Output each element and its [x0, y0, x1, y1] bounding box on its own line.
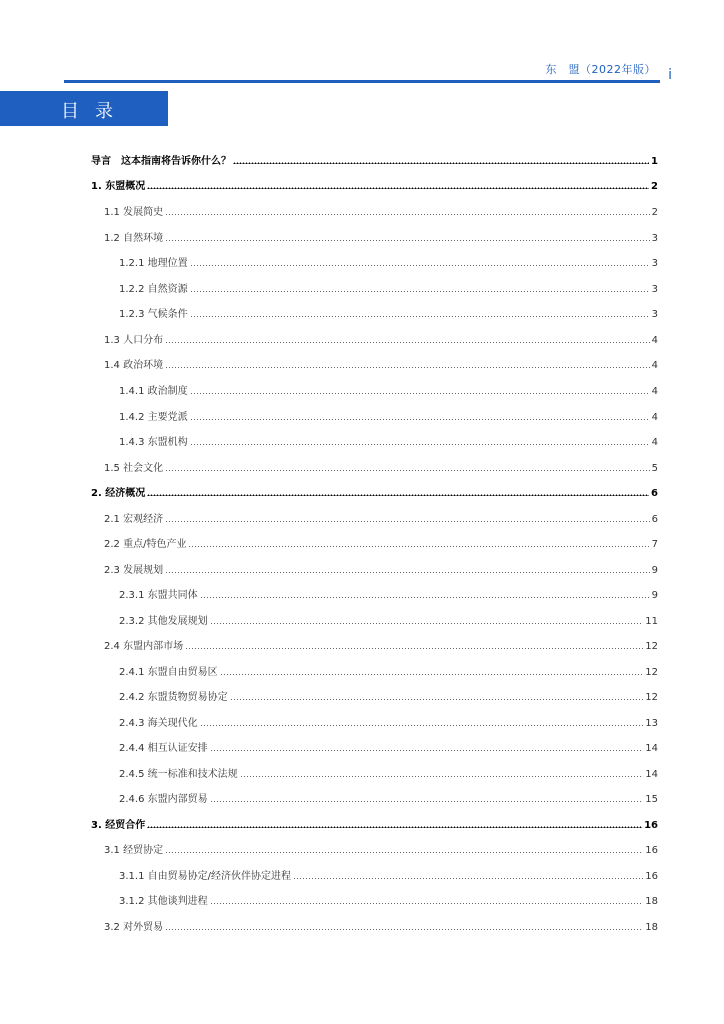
- toc-entry-label: 1.5 社会文化: [104, 463, 164, 474]
- toc-leader: [165, 205, 650, 215]
- toc-leader: [190, 307, 650, 317]
- toc-entry-page: 2: [651, 181, 658, 192]
- toc-entry-label: 2. 经济概况: [91, 488, 146, 499]
- toc-entry-page: 9: [651, 565, 658, 576]
- toc-entry[interactable]: [91, 177, 658, 193]
- toc-entry-label: 3. 经贸合作: [91, 820, 146, 831]
- toc-leader: [210, 614, 644, 624]
- toc-entry-label: 2.4.3 海关现代化: [119, 718, 198, 729]
- toc-entry-page: 3: [651, 309, 658, 320]
- toc-entry-page: 3: [651, 233, 658, 244]
- toc-entry-page: 12: [645, 641, 658, 652]
- toc-leader: [165, 231, 650, 241]
- toc-leader: [210, 792, 644, 802]
- toc-entry-page: 4: [651, 412, 658, 423]
- toc-entry-page: 18: [645, 896, 658, 907]
- toc-leader: [185, 639, 643, 649]
- toc-entry[interactable]: [104, 459, 658, 475]
- toc-entry[interactable]: [119, 280, 658, 296]
- toc-entry[interactable]: [104, 229, 658, 245]
- toc-entry[interactable]: [119, 254, 658, 270]
- toc-entry-page: 5: [651, 463, 658, 474]
- toc-entry[interactable]: [119, 612, 658, 628]
- toc-title: 目录: [61, 101, 129, 122]
- toc-entry-label: 3.1.1 自由贸易协定/经济伙伴协定进程: [119, 871, 291, 882]
- toc-entry[interactable]: [119, 433, 658, 449]
- toc-leader: [165, 461, 650, 471]
- toc-entry[interactable]: [104, 203, 658, 219]
- toc-entry-page: 2: [651, 207, 658, 218]
- toc-leader: [210, 894, 644, 904]
- toc-entry[interactable]: [104, 637, 658, 653]
- toc-leader: [200, 716, 644, 726]
- toc-leader: [165, 333, 650, 343]
- toc-entry[interactable]: [104, 841, 658, 857]
- page-number: i: [668, 67, 672, 83]
- toc-entry[interactable]: [104, 510, 658, 526]
- toc-leader: [240, 767, 644, 777]
- toc-entry-page: 12: [645, 692, 658, 703]
- toc-leader: [165, 512, 650, 522]
- toc-entry-label: 2.4 东盟内部市场: [104, 641, 184, 652]
- toc-leader: [147, 179, 649, 189]
- toc-entry-label: 2.2 重点/特色产业: [104, 539, 187, 550]
- toc-entry-label: 3.1 经贸协定: [104, 845, 164, 856]
- toc-entry-label: 1.3 人口分布: [104, 335, 164, 346]
- toc-entry-page: 6: [651, 488, 658, 499]
- toc-leader: [165, 843, 643, 853]
- toc-leader: [188, 537, 649, 547]
- toc-leader: [147, 486, 649, 496]
- toc-entry-label: 2.3.2 其他发展规划: [119, 616, 208, 627]
- toc-entry-page: 18: [645, 922, 658, 933]
- toc-entry[interactable]: [119, 382, 658, 398]
- toc-entry-label: 1.2.2 自然资源: [119, 284, 188, 295]
- toc-entry[interactable]: [119, 892, 658, 908]
- header-title: 东 盟（2022年版）: [545, 63, 656, 76]
- toc-entry[interactable]: [119, 867, 658, 883]
- toc-entry-page: 4: [651, 437, 658, 448]
- toc-entry-page: 3: [651, 284, 658, 295]
- toc-entry[interactable]: [91, 484, 658, 500]
- toc-entry-page: 3: [651, 258, 658, 269]
- toc-leader: [190, 384, 650, 394]
- toc-entry[interactable]: [119, 714, 658, 730]
- toc-entry-page: 9: [651, 590, 658, 601]
- toc-entry-label: 1.2 自然环境: [104, 233, 164, 244]
- toc-entry[interactable]: [104, 535, 658, 551]
- toc-entry-label: 2.4.4 相互认证安排: [119, 743, 208, 754]
- toc-leader: [220, 665, 644, 675]
- toc-entry[interactable]: [91, 152, 658, 168]
- toc-entry-page: 14: [645, 769, 658, 780]
- toc-entry-page: 4: [651, 335, 658, 346]
- toc-entry[interactable]: [104, 561, 658, 577]
- toc-entry[interactable]: [104, 918, 658, 934]
- toc-leader: [190, 256, 650, 266]
- toc-entry[interactable]: [91, 816, 658, 832]
- toc-leader: [190, 435, 650, 445]
- toc-entry-label: 导言 这本指南将告诉你什么？: [91, 156, 231, 167]
- toc-entry-page: 15: [645, 794, 658, 805]
- toc-entry[interactable]: [119, 739, 658, 755]
- toc-entry[interactable]: [104, 331, 658, 347]
- toc-entry[interactable]: [119, 408, 658, 424]
- toc-leader: [165, 563, 650, 573]
- toc-entry[interactable]: [119, 305, 658, 321]
- toc-entry[interactable]: [119, 765, 658, 781]
- toc-entry-label: 2.4.6 东盟内部贸易: [119, 794, 208, 805]
- toc-entry-page: 4: [651, 386, 658, 397]
- toc-entry-label: 2.4.2 东盟货物贸易协定: [119, 692, 228, 703]
- toc-entry[interactable]: [119, 586, 658, 602]
- toc-entry-page: 4: [651, 360, 658, 371]
- toc-leader: [165, 920, 643, 930]
- toc-entry-page: 16: [645, 845, 658, 856]
- toc-leader: [190, 410, 650, 420]
- toc-leader: [233, 154, 649, 164]
- toc-leader: [190, 282, 650, 292]
- toc-leader: [210, 741, 644, 751]
- toc-entry-label: 2.4.5 统一标准和技术法规: [119, 769, 238, 780]
- toc-entry-page: 6: [651, 514, 658, 525]
- toc-entry-label: 2.4.1 东盟自由贸易区: [119, 667, 218, 678]
- toc-entry[interactable]: [119, 790, 658, 806]
- toc-leader: [293, 869, 643, 879]
- toc-entry-page: 16: [644, 820, 658, 831]
- toc-entry-page: 12: [645, 667, 658, 678]
- toc-entry-label: 1. 东盟概况: [91, 181, 146, 192]
- toc-entry-label: 1.4 政治环境: [104, 360, 164, 371]
- toc-entry[interactable]: [104, 356, 658, 372]
- toc-entry-page: 7: [651, 539, 658, 550]
- toc-entry-label: 1.4.1 政治制度: [119, 386, 188, 397]
- toc-leader: [165, 358, 650, 368]
- toc-leader: [200, 588, 650, 598]
- toc-entry-label: 2.3.1 东盟共同体: [119, 590, 198, 601]
- toc-entry-label: 3.2 对外贸易: [104, 922, 164, 933]
- toc-entry-label: 3.1.2 其他谈判进程: [119, 896, 208, 907]
- toc-entry-label: 2.1 宏观经济: [104, 514, 164, 525]
- toc-entry-label: 1.1 发展简史: [104, 207, 164, 218]
- toc-entry-label: 1.4.3 东盟机构: [119, 437, 188, 448]
- toc-entry-label: 1.4.2 主要党派: [119, 412, 188, 423]
- toc-entry-page: 11: [645, 616, 658, 627]
- toc-entry[interactable]: [119, 688, 658, 704]
- toc-entry-page: 16: [645, 871, 658, 882]
- toc-entry[interactable]: [119, 663, 658, 679]
- header-rule: [64, 80, 660, 83]
- toc-entry-label: 2.3 发展规划: [104, 565, 164, 576]
- toc-entry-page: 13: [645, 718, 658, 729]
- toc-leader: [147, 818, 642, 828]
- toc-leader: [230, 690, 644, 700]
- toc-entry-page: 14: [645, 743, 658, 754]
- toc-entry-label: 1.2.1 地理位置: [119, 258, 188, 269]
- toc-entry-label: 1.2.3 气候条件: [119, 309, 188, 320]
- toc-entry-page: 1: [651, 156, 658, 167]
